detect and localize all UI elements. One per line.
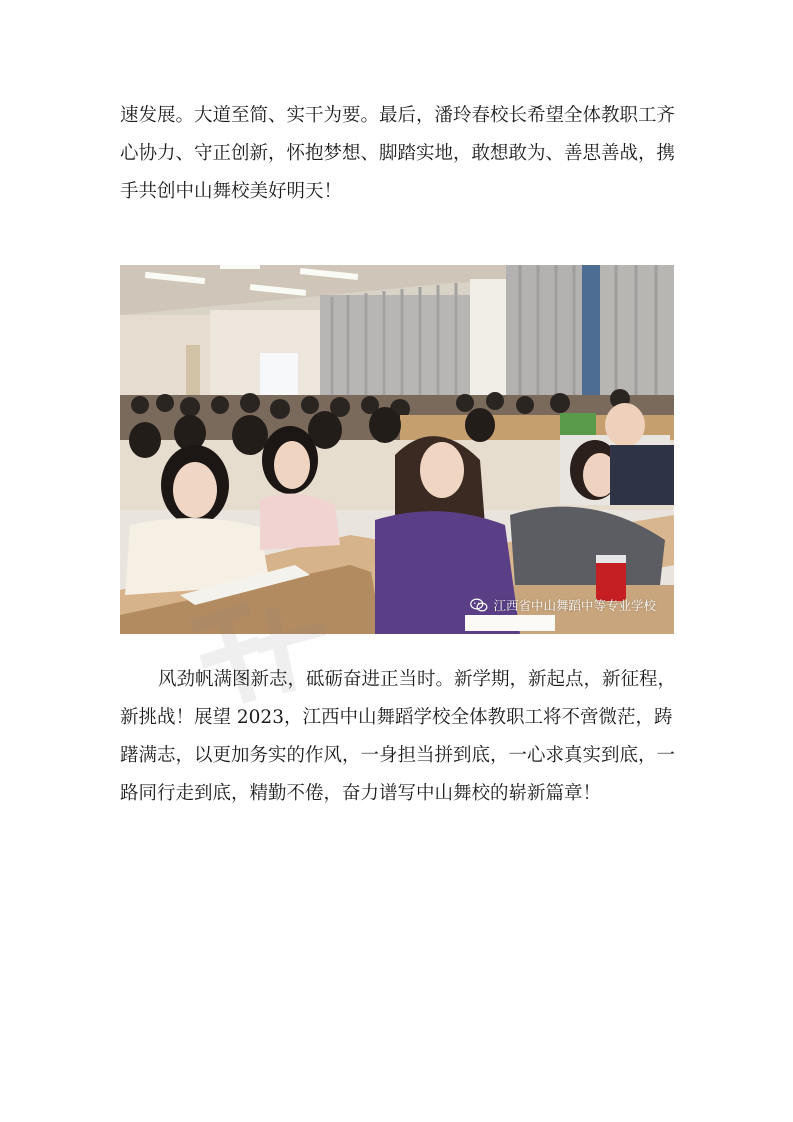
wechat-logo-icon — [470, 598, 488, 613]
meeting-photo — [120, 265, 674, 634]
text-line: 新挑战！展望 2023，江西中山舞蹈学校全体教职工将不啻微茫，踌 — [120, 707, 673, 728]
image-watermark — [470, 596, 656, 614]
text-line: 躇满志，以更加务实的作风，一身担当拼到底，一心求真实到底，一 — [120, 745, 676, 766]
text-line: 手共创中山舞校美好明天！ — [120, 181, 343, 202]
text-line: 心协力、守正创新，怀抱梦想、脚踏实地，敢想敢为、善思善战，携 — [120, 143, 676, 164]
text-line: 路同行走到底，精勤不倦，奋力谱写中山舞校的崭新篇章！ — [120, 783, 602, 804]
paragraph-outlook — [120, 661, 676, 813]
paragraph-closing-remarks — [120, 97, 676, 211]
text-line: 风劲帆满图新志，砥砺奋进正当时。新学期，新起点，新征程， — [158, 669, 677, 690]
classroom-illustration — [120, 265, 674, 634]
watermark-text: 江西省中山舞蹈中等专业学校 — [493, 598, 656, 613]
text-line: 速发展。大道至简、实干为要。最后，潘玲春校长希望全体教职工齐 — [120, 105, 676, 126]
